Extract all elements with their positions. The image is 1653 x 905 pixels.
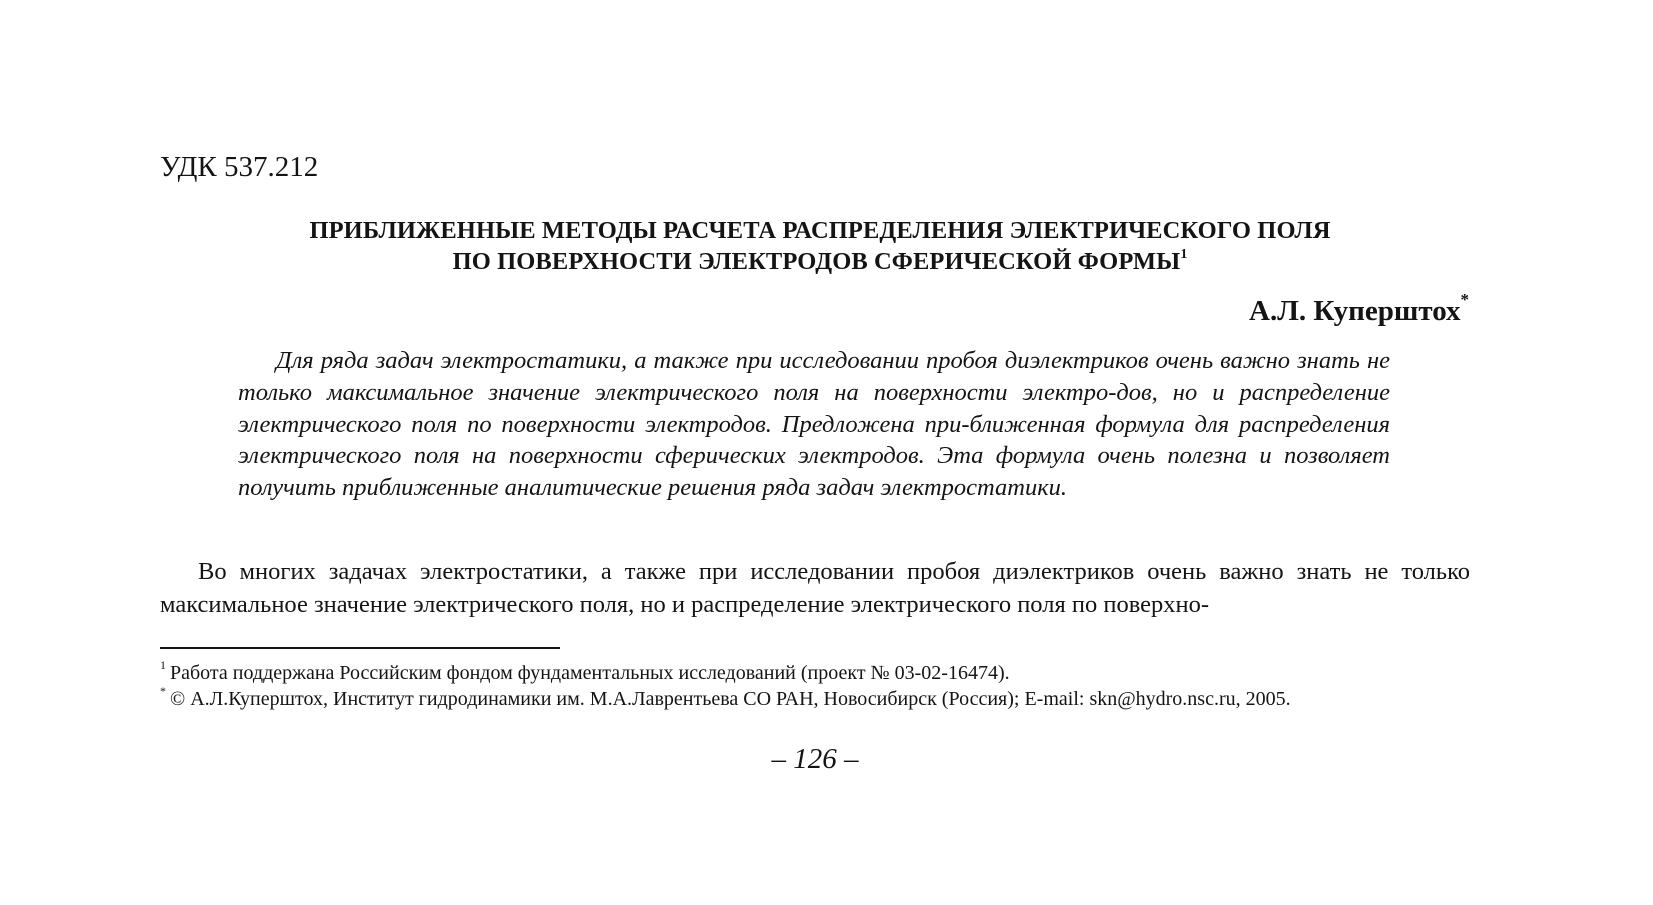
body-paragraph: Во многих задачах электростатики, а также при исследовании пробоя диэлектриков очень важно знать не только максимальное значение электрического поля, но и распределение электрического поля по поверхно- — [160, 558, 1470, 618]
footnote-2-text: © А.Л.Куперштох, Институт гидродинамики им. М.А.Лаврентьева СО РАН, Новосибирск (Россия); E-mail: skn@hydro.nsc.ru, 2005. — [170, 688, 1291, 710]
title-footnote-mark: 1 — [1180, 246, 1188, 262]
footnote-2-mark: * — [160, 684, 166, 699]
article-title-line-1: ПРИБЛИЖЕННЫЕ МЕТОДЫ РАСЧЕТА РАСПРЕДЕЛЕНИЯ ЭЛЕКТРИЧЕСКОГО ПОЛЯ — [309, 217, 1331, 244]
abstract: Для ряда задач электростатики, а также при исследовании пробоя диэлектриков очень важно знать не только максимальное значение электрического поля на поверхности электро-дов, но и распределение электрического поля по поверхности электродов. Предложена при-ближенная формула для распределения электрического поля на поверхности сферических электродов. Эта формула очень полезна и позволяет получить приближенные аналитические решения ряда задач электростатики. — [238, 347, 1390, 502]
footnote-1-text: Работа поддержана Российским фондом фундаментальных исследований (проект № 03-02-16474). — [170, 662, 1010, 684]
page-number: – 126 – — [771, 743, 859, 775]
author-name — [1249, 290, 1469, 328]
udc-code: УДК 537.212 — [160, 151, 319, 183]
article-title-line-2-text: ПО ПОВЕРХНОСТИ ЭЛЕКТРОДОВ СФЕРИЧЕСКОЙ ФОРМЫ — [452, 248, 1181, 275]
author-footnote-mark: * — [1460, 290, 1469, 310]
author-name-text: А.Л. Куперштох — [1249, 295, 1461, 327]
footnotes — [160, 660, 1480, 712]
article-title — [160, 215, 1480, 277]
footnote-1-mark: 1 — [160, 658, 166, 673]
article-title-line-2 — [160, 246, 1480, 277]
footnote-2 — [160, 686, 1480, 712]
footnote-1 — [160, 660, 1480, 686]
footnote-separator — [160, 647, 560, 649]
